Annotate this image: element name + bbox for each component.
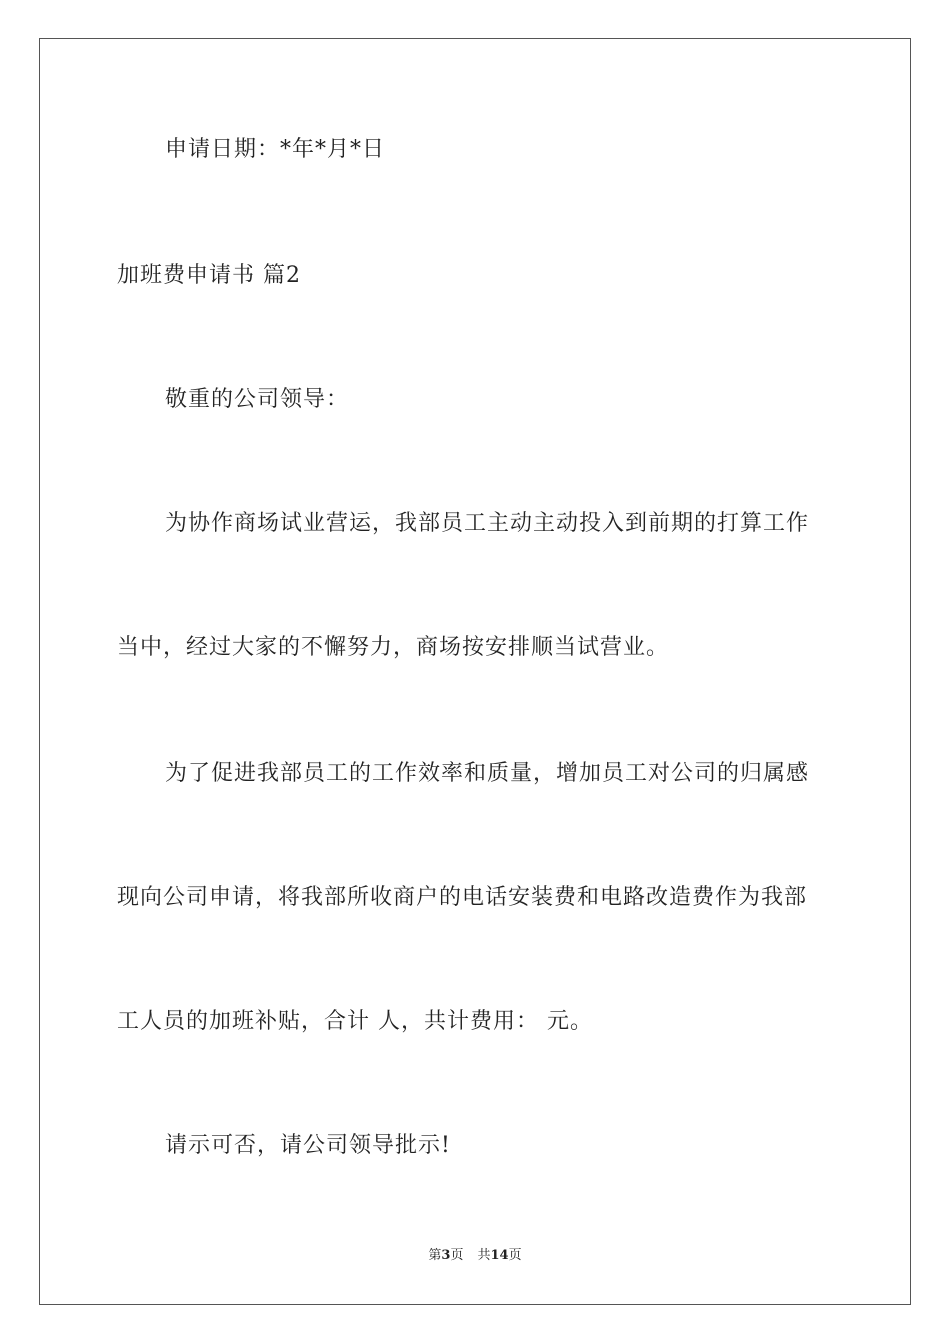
page-suffix: 页 bbox=[450, 1248, 464, 1263]
closing-request: 请示可否，请公司领导批示! bbox=[165, 1133, 451, 1158]
paragraph-line: 当中，经过大家的不懈努力，商场按安排顺当试营业。 bbox=[117, 635, 670, 660]
total-page-number: 14 bbox=[490, 1248, 509, 1263]
paragraph-line: 为协作商场试业营运，我部员工主动主动投入到前期的打算工作 bbox=[165, 511, 810, 536]
page-footer bbox=[0, 1247, 950, 1265]
paragraph-line: 为了促进我部员工的工作效率和质量，增加员工对公司的归属感 bbox=[165, 761, 810, 786]
current-page-number: 3 bbox=[441, 1248, 451, 1263]
total-prefix: 共 bbox=[477, 1248, 491, 1263]
paragraph-line: 工人员的加班补贴，合计 人，共计费用： 元。 bbox=[117, 1009, 593, 1034]
paragraph-line: 现向公司申请，将我部所收商户的电话安装费和电路改造费作为我部 bbox=[117, 885, 808, 910]
salutation: 敬重的公司领导： bbox=[165, 387, 350, 412]
section-title: 加班费申请书 篇2 bbox=[117, 263, 301, 288]
page-border bbox=[39, 38, 911, 1305]
total-suffix: 页 bbox=[508, 1248, 522, 1263]
application-date-line: 申请日期：*年*月*日 bbox=[165, 137, 386, 162]
page-prefix: 第 bbox=[428, 1248, 442, 1263]
